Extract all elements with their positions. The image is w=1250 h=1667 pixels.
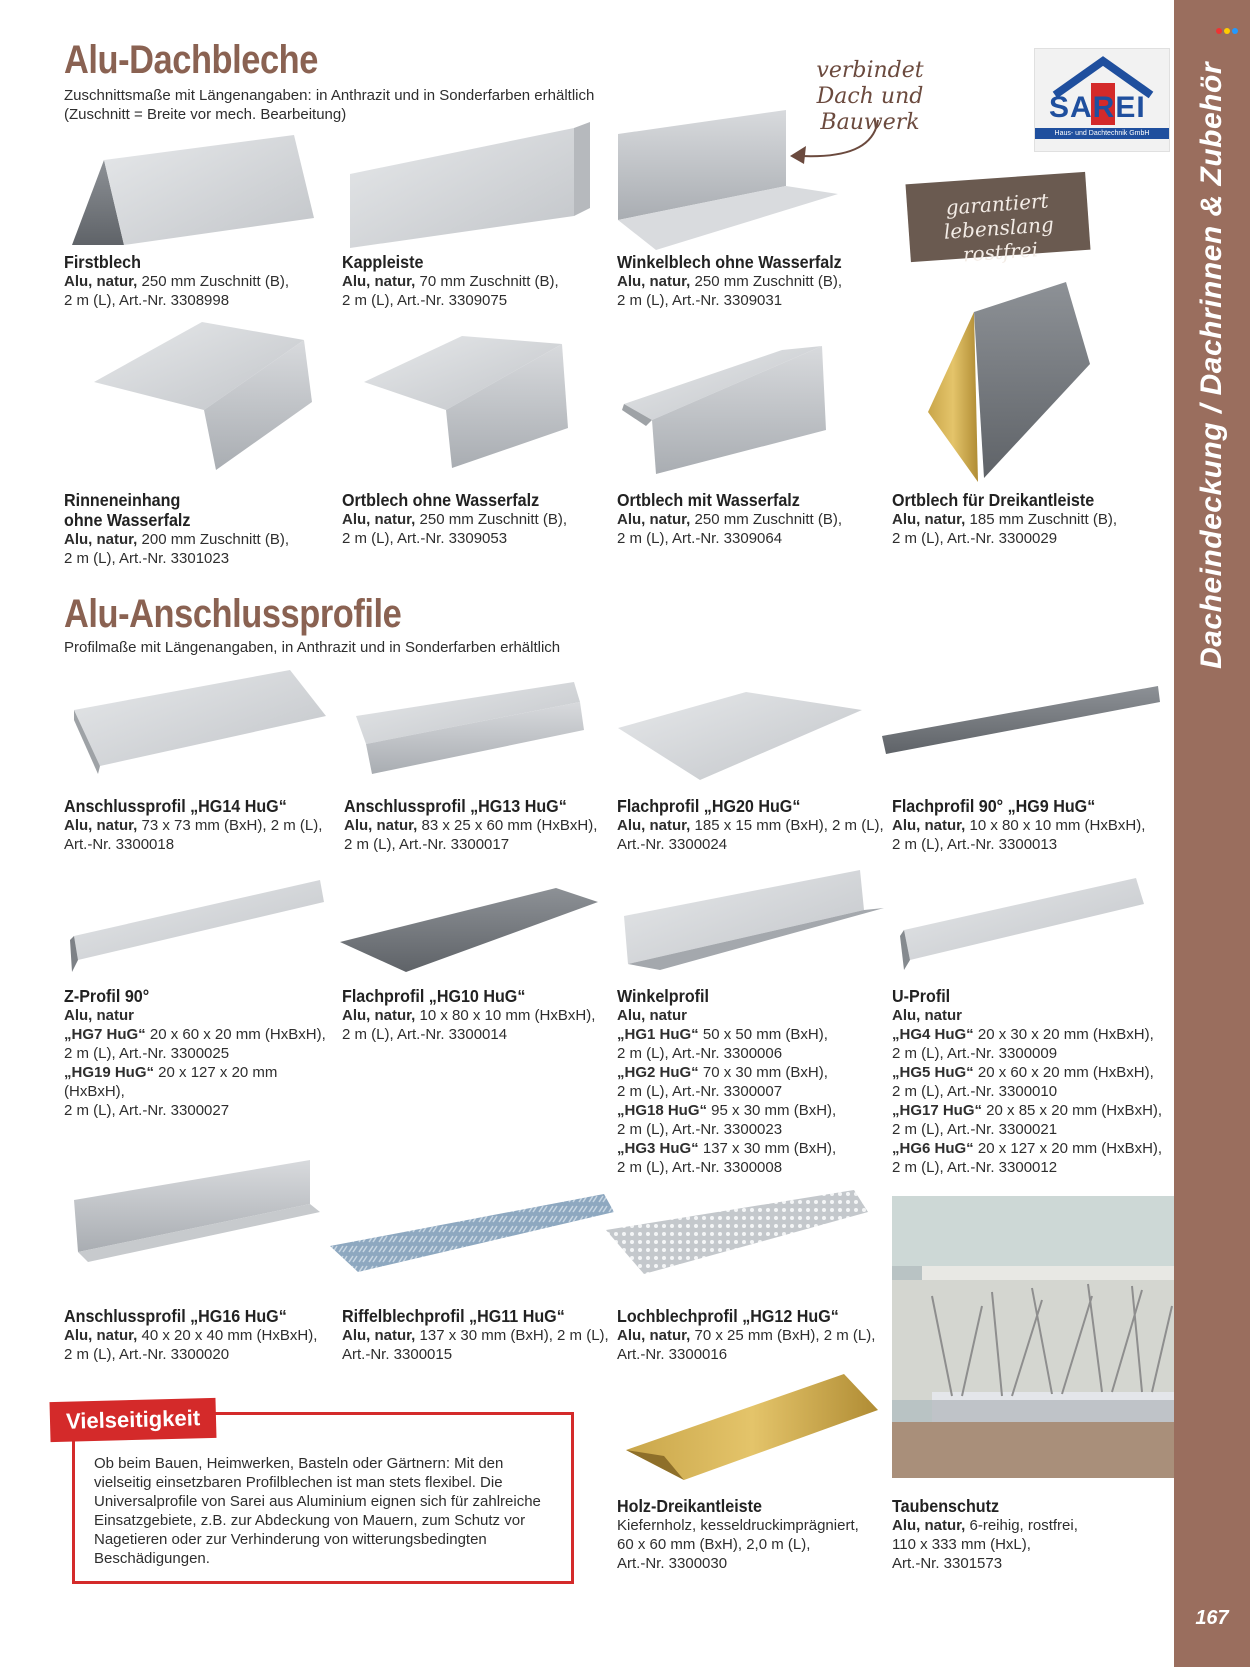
section-title-dachbleche: Alu-Dachbleche (64, 38, 318, 82)
hg20-image (614, 688, 862, 780)
product-hg16 (64, 1306, 334, 1364)
ortblech-mit-image (622, 336, 828, 476)
product-title-line2: ohne Wasserfalz (64, 510, 191, 530)
print-mark-icon (1232, 28, 1238, 34)
product-desc: Alu, natur, 250 mm Zuschnitt (B), 2 m (L), Art.-Nr. 3309053 (342, 511, 568, 547)
product-desc: Alu, natur, 40 x 20 x 40 mm (HxBxH), 2 m (L), Art.-Nr. 3300020 (64, 1327, 318, 1363)
product-desc: Alu, natur, 250 mm Zuschnitt (B), 2 m (L), Art.-Nr. 3309064 (617, 511, 843, 547)
product-hg10 (342, 986, 612, 1044)
info-box-label: Vielseitigkeit (50, 1398, 217, 1442)
product-title: Ortblech ohne Wasserfalz (342, 490, 540, 510)
product-taubenschutz (892, 1496, 1162, 1573)
product-zprofil (64, 986, 334, 1120)
product-desc: Alu, natur „HG7 HuG“ 20 x 60 x 20 mm (HxBxH), 2 m (L), Art.-Nr. 3300025 „HG19 HuG“ 20 x 127 x 20 mm (HxBxH), 2 m (L), Art.-Nr. 3300027 (64, 1007, 326, 1119)
product-hg11 (342, 1306, 612, 1364)
sarei-logo (1034, 48, 1170, 152)
hg9-image (878, 672, 1160, 760)
logo-subtitle: Haus- und Dachtechnik GmbH (1035, 128, 1169, 139)
winkelprofil-image (620, 866, 884, 970)
product-title: Anschlussprofil „HG14 HuG“ (64, 796, 287, 816)
product-hg13 (344, 796, 614, 854)
product-kappleiste (342, 252, 607, 310)
product-ortblech-dreikant (892, 490, 1157, 548)
product-desc: Alu, natur, 185 mm Zuschnitt (B), 2 m (L), Art.-Nr. 3300029 (892, 511, 1118, 547)
product-desc: Alu, natur, 73 x 73 mm (BxH), 2 m (L), Art.-Nr. 3300018 (64, 817, 323, 853)
product-title: Anschlussprofil „HG13 HuG“ (344, 796, 567, 816)
product-title: Ortblech mit Wasserfalz (617, 490, 800, 510)
page-number: 167 (1195, 1607, 1229, 1629)
ortblech-dreikant-image (924, 282, 1094, 482)
product-desc: Kiefernholz, kesseldruckimprägniert, 60 x 60 mm (BxH), 2,0 m (L), Art.-Nr. 3300030 (617, 1517, 859, 1572)
product-ortblech-ohne (342, 490, 607, 548)
product-title: Winkelblech ohne Wasserfalz (617, 252, 842, 272)
product-title: Flachprofil „HG10 HuG“ (342, 986, 526, 1006)
product-title: Firstblech (64, 252, 141, 272)
product-uprofil (892, 986, 1172, 1177)
product-desc: Alu, natur, 83 x 25 x 60 mm (HxBxH), 2 m (L), Art.-Nr. 3300017 (344, 817, 598, 853)
kappleiste-image (344, 118, 594, 248)
section-title-anschlussprofile: Alu-Anschlussprofile (64, 592, 402, 636)
product-hg12 (617, 1306, 887, 1364)
rustfree-badge: garantiert lebenslang rostfrei (905, 172, 1090, 262)
product-desc: Alu, natur, 70 x 25 mm (BxH), 2 m (L), Art.-Nr. 3300016 (617, 1327, 876, 1363)
hg14-image (70, 670, 326, 776)
rinneneinhang-image (92, 322, 312, 472)
product-hg14 (64, 796, 334, 854)
dreikantleiste-image (624, 1370, 878, 1480)
product-desc: Alu, natur, 137 x 30 mm (BxH), 2 m (L), Art.-Nr. 3300015 (342, 1327, 609, 1363)
hg16-image (70, 1160, 320, 1262)
firstblech-image (64, 130, 314, 250)
product-desc: Alu, natur „HG4 HuG“ 20 x 30 x 20 mm (HxBxH), 2 m (L), Art.-Nr. 3300009 „HG5 HuG“ 20 x 60 x 20 mm (HxBxH), 2 m (L), Art.-Nr. 3300010 „HG17 HuG“ 20 x 85 x 20 mm (HxBxH), 2 m (L), Art.-Nr. 3300021 „HG6 HuG“ 20 x 127 x 20 mm (HxBxH), 2 m (L), Art.-Nr. 3300012 (892, 1007, 1163, 1176)
product-desc: Alu, natur, 185 x 15 mm (BxH), 2 m (L), Art.-Nr. 3300024 (617, 817, 884, 853)
hg10-image (336, 886, 598, 972)
product-title: Flachprofil 90° „HG9 HuG“ (892, 796, 1096, 816)
uprofil-image (900, 878, 1144, 970)
hg12-image (604, 1190, 868, 1274)
winkelblech-image (616, 110, 846, 250)
product-hg20 (617, 796, 887, 854)
logo-wordmark: SAREI (1049, 91, 1146, 124)
product-desc: Alu, natur, 10 x 80 x 10 mm (HxBxH), 2 m (L), Art.-Nr. 3300014 (342, 1007, 596, 1043)
product-desc: Alu, natur, 250 mm Zuschnitt (B), 2 m (L), Art.-Nr. 3308998 (64, 273, 290, 309)
product-title: Taubenschutz (892, 1496, 1000, 1516)
section-subtitle: Profilmaße mit Längenangaben, in Anthrazit und in Sonderfarben erhältlich (64, 639, 561, 656)
product-desc: Alu, natur „HG1 HuG“ 50 x 50 mm (BxH), 2 m (L), Art.-Nr. 3300006 „HG2 HuG“ 70 x 30 mm (BxH), 2 m (L), Art.-Nr. 3300007 „HG18 HuG“ 95 x 30 mm (BxH), 2 m (L), Art.-Nr. 3300023 „HG3 HuG“ 137 x 30 mm (BxH), 2 m (L), Art.-Nr. 3300008 (617, 1007, 837, 1176)
product-title: Winkelprofil (617, 986, 709, 1006)
print-mark-icon (1216, 28, 1222, 34)
hg11-image (328, 1194, 614, 1272)
product-title: Holz-Dreikantleiste (617, 1496, 762, 1516)
product-title: Lochblechprofil „HG12 HuG“ (617, 1306, 839, 1326)
print-mark-icon (1224, 28, 1230, 34)
product-desc: Alu, natur, 6-reihig, rostfrei, 110 x 333 mm (HxL), Art.-Nr. 3301573 (892, 1517, 1078, 1572)
product-dreikantleiste (617, 1496, 887, 1573)
section-subtitle: (Zuschnitt = Breite vor mech. Bearbeitung) (64, 106, 347, 123)
product-desc: Alu, natur, 70 mm Zuschnitt (B), 2 m (L), Art.-Nr. 3309075 (342, 273, 559, 309)
product-firstblech (64, 252, 329, 310)
product-desc: Alu, natur, 10 x 80 x 10 mm (HxBxH), 2 m (L), Art.-Nr. 3300013 (892, 817, 1146, 853)
hg13-image (354, 672, 590, 776)
product-desc: Alu, natur, 200 mm Zuschnitt (B), 2 m (L), Art.-Nr. 3301023 (64, 531, 290, 567)
product-title: Anschlussprofil „HG16 HuG“ (64, 1306, 287, 1326)
product-desc: Alu, natur, 250 mm Zuschnitt (B), 2 m (L), Art.-Nr. 3309031 (617, 273, 843, 309)
product-winkelprofil (617, 986, 887, 1177)
product-title: Flachprofil „HG20 HuG“ (617, 796, 801, 816)
product-title: U-Profil (892, 986, 951, 1006)
product-ortblech-mit (617, 490, 882, 548)
product-title: Kappleiste (342, 252, 424, 272)
info-box-text: Ob beim Bauen, Heimwerken, Basteln oder Gärtnern: Mit den vielseitig einsetzbaren Profilblechen ist man stets flexibel. Die Universalprofile von Sarei aus Aluminium eignen sich für zahlreiche Einsatzgebiete, z.B. zur Abdeckung von Mauern, zum Schutz vor Nagetieren oder zur Verhinderung von witterungsbedingten Beschädigungen. (94, 1455, 541, 1567)
section-subtitle: Zuschnittsmaße mit Längenangaben: in Anthrazit und in Sonderfarben erhältlich (64, 87, 595, 104)
product-winkelblech (617, 252, 882, 310)
taubenschutz-photo (892, 1196, 1174, 1478)
side-category-title: Dacheindeckung / Dachrinnen & Zubehör (1195, 61, 1228, 669)
product-rinneneinhang (64, 490, 329, 568)
zprofil-image (70, 880, 324, 972)
product-title: Rinneneinhang (64, 490, 181, 510)
product-title: Riffelblechprofil „HG11 HuG“ (342, 1306, 565, 1326)
note-connects: verbindet Dach und Bauwerk (816, 58, 924, 135)
product-title: Ortblech für Dreikantleiste (892, 490, 1095, 510)
product-hg9 (892, 796, 1172, 854)
ortblech-ohne-image (362, 332, 572, 472)
product-title: Z-Profil 90° (64, 986, 150, 1006)
